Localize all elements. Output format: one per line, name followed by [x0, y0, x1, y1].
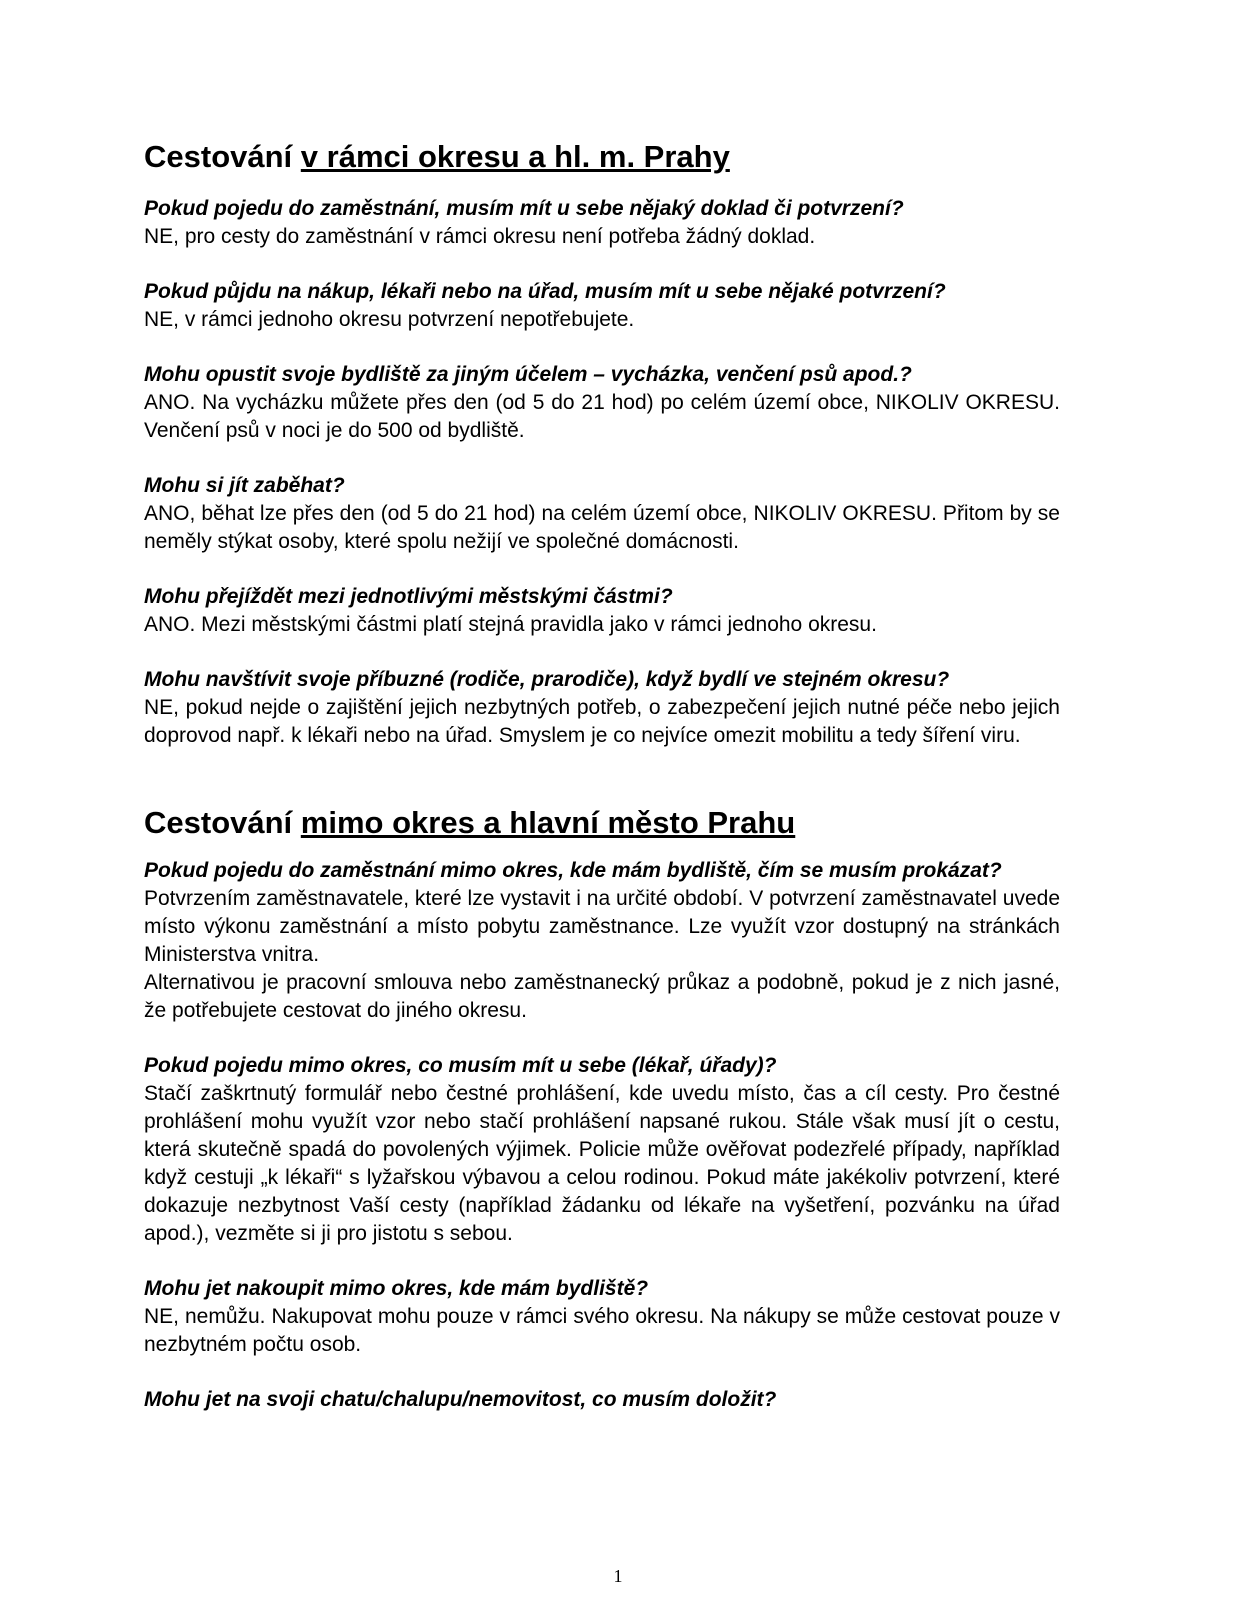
page-content [144, 138, 1060, 1441]
section-title-underlined: mimo okres a hlavní město Prahu [300, 805, 796, 841]
answer: ANO, běhat lze přes den (od 5 do 21 hod) na celém území obce, NIKOLIV OKRESU. Přitom by se neměly stýkat osoby, které spolu nežijí ve společné domácnosti. [144, 502, 1060, 554]
qa-item [144, 666, 1060, 750]
qa-item [144, 472, 1060, 556]
qa-item [144, 857, 1060, 1025]
qa-item [144, 1275, 1060, 1359]
answer: NE, v rámci jednoho okresu potvrzení nepotřebujete. [144, 308, 635, 332]
section-outside-district-items [144, 857, 1060, 1414]
answer: NE, pro cesty do zaměstnání v rámci okresu není potřeba žádný doklad. [144, 225, 816, 249]
answer: NE, nemůžu. Nakupovat mohu pouze v rámci svého okresu. Na nákupy se může cestovat pouze v nezbytném počtu osob. [144, 1305, 1060, 1357]
section-title-plain: Cestování [144, 139, 293, 174]
answer: Stačí zaškrtnutý formulář nebo čestné prohlášení, kde uvedu místo, čas a cíl cesty. Pro čestné prohlášení mohu využít vzor nebo stačí prohlášení napsané rukou. Stále však musí jít o cestu, která skutečně spadá do povolených výjimek. Policie může ověřovat podezřelé případy, například když cestuji „k lékaři“ s lyžařskou výbavou a celou rodinou. Pokud máte jakékoliv potvrzení, které dokazuje nezbytnost Vaší cesty (například žádanku od lékaře na vyšetření, pozvánku na úřad apod.), vezměte si ji pro jistotu s sebou. [144, 1082, 1060, 1246]
answer: ANO. Na vycházku můžete přes den (od 5 do 21 hod) po celém území obce, NIKOLIV OKRESU. Venčení psů v noci je do 500 od bydliště. [144, 391, 1060, 443]
page-number: 1 [613, 1566, 623, 1586]
section-title-underlined: v rámci okresu a hl. m. Prahy [300, 139, 730, 174]
answer: ANO. Mezi městskými částmi platí stejná pravidla jako v rámci jednoho okresu. [144, 613, 877, 637]
question: Mohu jet na svoji chatu/chalupu/nemovitost, co musím doložit? [144, 1388, 777, 1412]
qa-item [144, 361, 1060, 445]
question: Pokud půjdu na nákup, lékaři nebo na úřad, musím mít u sebe nějaké potvrzení? [144, 280, 946, 304]
answer: Alternativou je pracovní smlouva nebo zaměstnanecký průkaz a podobně, pokud je z nich jasné, že potřebujete cestovat do jiného okresu. [144, 971, 1060, 1023]
section-title-within-district [144, 138, 1060, 175]
section-within-district-items [144, 195, 1060, 750]
question: Pokud pojedu mimo okres, co musím mít u sebe (lékař, úřady)? [144, 1054, 777, 1078]
section-title-outside-district [144, 804, 1060, 841]
question: Mohu přejíždět mezi jednotlivými městskými částmi? [144, 585, 673, 609]
question: Mohu opustit svoje bydliště za jiným účelem – vycházka, venčení psů apod.? [144, 363, 912, 387]
qa-item [144, 1052, 1060, 1248]
section-title-plain: Cestování [144, 805, 293, 841]
question: Mohu si jít zaběhat? [144, 474, 345, 498]
qa-item [144, 583, 1060, 639]
question: Pokud pojedu do zaměstnání, musím mít u sebe nějaký doklad či potvrzení? [144, 197, 904, 221]
qa-item [144, 278, 1060, 334]
answer: Potvrzením zaměstnavatele, které lze vystavit i na určité období. V potvrzení zaměstnavatel uvede místo výkonu zaměstnání a místo pobytu zaměstnance. Lze využít vzor dostupný na stránkách Ministerstva vnitra. [144, 887, 1060, 967]
question: Pokud pojedu do zaměstnání mimo okres, kde mám bydliště, čím se musím prokázat? [144, 859, 1002, 883]
qa-item [144, 195, 1060, 251]
qa-item [144, 1386, 1060, 1414]
answer: NE, pokud nejde o zajištění jejich nezbytných potřeb, o zabezpečení jejich nutné péče nebo jejich doprovod např. k lékaři nebo na úřad. Smyslem je co nejvíce omezit mobilitu a tedy šíření viru. [144, 696, 1060, 748]
question: Mohu navštívit svoje příbuzné (rodiče, prarodiče), když bydlí ve stejném okresu? [144, 668, 950, 692]
question: Mohu jet nakoupit mimo okres, kde mám bydliště? [144, 1277, 649, 1301]
